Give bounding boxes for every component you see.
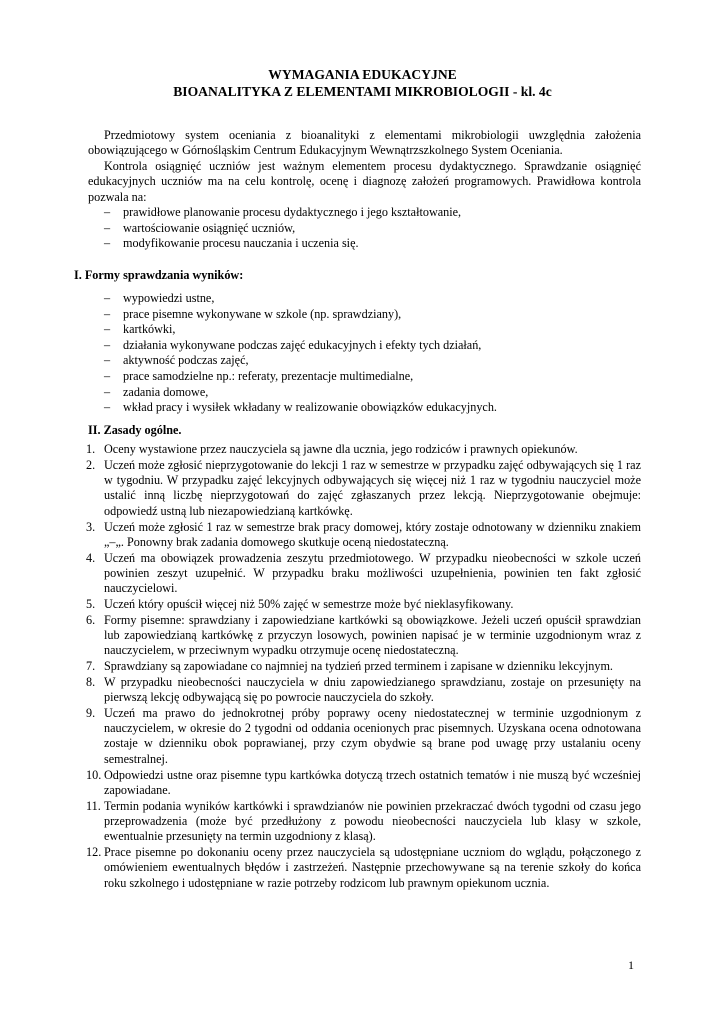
document-title: WYMAGANIA EDUKACYJNE <box>268 67 457 82</box>
intro-text-2: Kontrola osiągnięć uczniów jest ważnym elementem procesu dydaktycznego. Sprawdzanie osiągnięć edukacyjnych uczniów ma na celu kontrolę, ocenę i diagnozę założeń programowych. Prawidłowa kontrola pozwala na: <box>88 159 641 204</box>
dash-bullet: – <box>104 291 111 305</box>
list-item: – prace pisemne wykonywane w szkole (np. sprawdziany), <box>104 306 402 321</box>
dash-bullet: – <box>104 353 111 368</box>
list-item: 1. Oceny wystawione przez nauczyciela są jawne dla ucznia, jego rodziców i prawnych opiekunów. <box>86 442 578 456</box>
list-item: 3. Uczeń może zgłosić 1 raz w semestrze brak pracy domowej, który zostaje odnotowany w dzienniku znakiem „–„. Ponowny brak zadania domowego skutkuje oceną niedostateczną. <box>86 519 641 549</box>
list-item: – wartościowanie osiągnięć uczniów, <box>104 220 296 235</box>
dash-bullet: – <box>104 400 111 415</box>
list-item: 8. W przypadku nieobecności nauczyciela w dniu zapowiedzianego sprawdzianu, zostaje on przesunięty na pierwszą lekcję odbywającą się po powrocie nauczyciela do szkoły. <box>86 674 641 704</box>
intro-text-1: Przedmiotowy system oceniania z bioanalityki z elementami mikrobiologii uwzględnia założenia obowiązującego w Górnośląskim Centrum Edukacyjnym Wewnątrzszkolnego System Oceniania. <box>88 128 641 158</box>
section-2-list <box>86 442 641 892</box>
list-item: – zadania domowe, <box>104 384 209 399</box>
section-1-list <box>90 291 643 416</box>
dash-bullet: – <box>104 205 111 219</box>
list-item: – wkład pracy i wysiłek wkładany w realizowanie obowiązków edukacyjnych. <box>104 400 497 415</box>
list-item: – prace samodzielne np.: referaty, prezentacje multimedialne, <box>104 368 414 383</box>
page-number: 1 <box>628 958 634 972</box>
list-item: – aktywność podczas zajęć, <box>104 353 249 368</box>
intro-paragraph-1 <box>88 128 641 159</box>
list-item: 5. Uczeń który opuścił więcej niż 50% zajęć w semestrze może być nieklasyfikowany. <box>86 597 514 611</box>
dash-bullet: – <box>104 337 111 352</box>
list-item: – wypowiedzi ustne, <box>104 291 215 305</box>
list-item: – modyfikowanie procesu nauczania i uczenia się. <box>104 236 359 251</box>
list-item: 9. Uczeń ma prawo do jednokrotnej próby poprawy oceny niedostatecznej w terminie uzgodnionym z nauczycielem, w okresie do 2 tygodni od oddania ocenionych prac pisemnych. Uzyskana ocena odnotowana zostaje w dzienniku obok poprawianej, przy czym obydwie są brane pod uwagę przy ustalaniu oceny semestralnej. <box>86 705 641 766</box>
list-item: 10. Odpowiedzi ustne oraz pisemne typu kartkówka dotyczą trzech ostatnich tematów i nie muszą być wcześniej zapowiadane. <box>86 767 641 797</box>
list-item: 4. Uczeń ma obowiązek prowadzenia zeszytu przedmiotowego. W przypadku nieobecności w szkole uczeń powinien zeszyt uzupełnić. W przypadku braku możliwości uzupełnienia, powinien ten fakt zgłosić nauczycielowi. <box>86 550 641 596</box>
dash-bullet: – <box>104 220 111 235</box>
dash-bullet: – <box>104 322 111 337</box>
list-item: – kartkówki, <box>104 322 176 337</box>
intro-list <box>90 205 643 252</box>
dash-bullet: – <box>104 368 111 383</box>
dash-bullet: – <box>104 384 111 399</box>
document-subtitle: BIOANALITYKA Z ELEMENTAMI MIKROBIOLOGII - kl. 4c <box>173 84 552 99</box>
list-item: 6. Formy pisemne: sprawdziany i zapowiedziane kartkówki są obowiązkowe. Jeżeli uczeń opuścił sprawdzian lub zapowiedzianą kartkówkę z przyczyn losowych, powinien napisać je w terminie uzgodnionym wraz z nauczycielem, w przeciwnym wypadku otrzymuje ocenę niedostateczną. <box>86 612 641 658</box>
list-item: 12. Prace pisemne po dokonaniu oceny przez nauczyciela są udostępniane uczniom do wglądu, połączonego z omówieniem ewentualnych błędów i zastrzeżeń. Następnie przechowywane są na terenie szkoły do końca roku szkolnego i udostępniane w razie potrzeby rodzicom lub prawnym opiekunom ucznia. <box>86 845 641 890</box>
section-1-heading: I. Formy sprawdzania wyników: <box>74 268 244 282</box>
list-item: 7. Sprawdziany są zapowiadane co najmniej na tydzień przed terminem i zapisane w dzienniku lekcyjnym. <box>86 659 613 673</box>
dash-bullet: – <box>104 236 111 251</box>
list-item: 11. Termin podania wyników kartkówki i sprawdzianów nie powinien przekraczać dwóch tygodni od czasu jego przeprowadzenia (może być przedłużony z powodu nieobecności nauczyciela lub klasy w szkole, ewentualnie przesunięty na termin uzgodniony z klasą). <box>86 798 641 844</box>
list-item: – prawidłowe planowanie procesu dydaktycznego i jego kształtowanie, <box>104 205 462 219</box>
dash-bullet: – <box>104 306 111 321</box>
list-item: – działania wykonywane podczas zajęć edukacyjnych i efekty tych działań, <box>104 337 482 352</box>
intro-paragraph-2 <box>88 159 641 205</box>
section-2-heading: II. Zasady ogólne. <box>88 423 182 437</box>
list-item: 2. Uczeń może zgłosić nieprzygotowanie do lekcji 1 raz w semestrze w przypadku zajęć odbywających się 1 raz w tygodniu. W przypadku zajęć lekcyjnych odbywających się więcej niż 1 raz w tygodniu nauczyciel może ustalić inną liczbę nieprzygotowań do zajęć zgłaszanych przez lekcją. Nieprzygotowanie obejmuje: odpowiedź ustną lub niezapowiedzianą kartkówkę. <box>86 457 641 518</box>
